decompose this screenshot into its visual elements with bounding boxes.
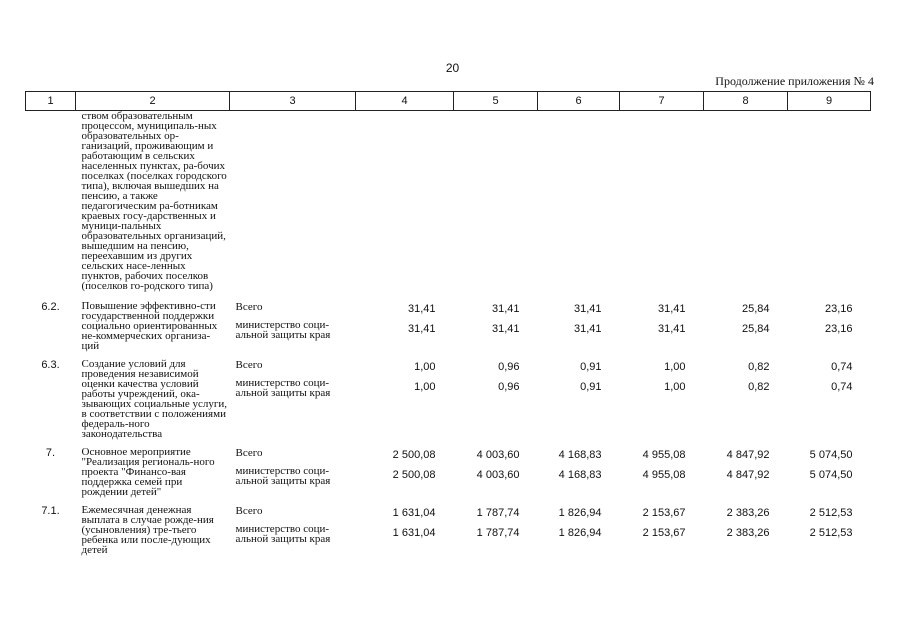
- value-cell: 1 631,04 1 631,04: [392, 507, 436, 539]
- value-cell: 0,96 0,96: [498, 361, 520, 393]
- funding-source: [230, 503, 356, 561]
- value-cell: 2 500,08 2 500,08: [392, 449, 436, 481]
- row-number: 7.: [45, 447, 56, 459]
- header-cell: 8: [704, 92, 788, 111]
- value-cell: 25,84 25,84: [741, 303, 770, 335]
- continuation-label: Продолжение приложения № 4: [715, 74, 874, 88]
- value-cell: 23,16 23,16: [824, 303, 853, 335]
- value-cell: 2 383,26 2 383,26: [726, 507, 770, 539]
- funding-source: [230, 299, 356, 357]
- header-cell: 1: [26, 92, 76, 111]
- row-name: Повышение эффективно-сти государственной поддержки социально ориентированных не-коммерческих организа-ций: [81, 300, 218, 352]
- header-row: [26, 92, 871, 111]
- header-cell: 4: [356, 92, 454, 111]
- header-cell: 5: [454, 92, 538, 111]
- continued-text: ством образовательным процессом, муниципаль-ных образовательных ор-ганизаций, проживающим и работающим в сельских населенных пунктах, ра-бочих поселках (поселках городского типа), включая вышедших на пенсию, а также педагогическим ра-ботникам краевых госу-дарственных и муници-пальных образовательных организаций, вышедшим на пенсию, переехавшим из других сельских насе-ленных пунктов, рабочих поселков (поселков го-родского типа): [81, 110, 227, 292]
- row-number: 7.1.: [41, 505, 60, 517]
- source-ministry: министерство соци-альной защиты края: [235, 319, 331, 341]
- header-cell: 9: [788, 92, 871, 111]
- page-number: 20: [445, 61, 460, 75]
- header-cell: 2: [76, 92, 230, 111]
- table-row: [26, 357, 871, 445]
- value-cell: 1,00 1,00: [664, 361, 686, 393]
- table-row: [26, 503, 871, 561]
- funding-source: [230, 445, 356, 503]
- header-cell: 7: [620, 92, 704, 111]
- table-row: [26, 111, 871, 300]
- row-number: 6.3.: [41, 359, 60, 371]
- value-cell: 31,41 31,41: [573, 303, 602, 335]
- source-total: Всего: [235, 505, 263, 517]
- value-cell: 1 826,94 1 826,94: [558, 507, 602, 539]
- row-name: Основное мероприятие "Реализация региональ-ного проекта "Финансо-вая поддержка семей при рождении детей": [81, 446, 215, 498]
- value-cell: 2 512,53 2 512,53: [809, 507, 853, 539]
- value-cell: 0,91 0,91: [580, 361, 602, 393]
- value-cell: 2 153,67 2 153,67: [642, 507, 686, 539]
- value-cell: 31,41 31,41: [491, 303, 520, 335]
- value-cell: 0,82 0,82: [748, 361, 770, 393]
- funding-source: [230, 357, 356, 445]
- value-cell: 4 847,92 4 847,92: [726, 449, 770, 481]
- value-cell: 31,41 31,41: [657, 303, 686, 335]
- row-number: 6.2.: [41, 301, 60, 313]
- source-total: Всего: [235, 301, 263, 313]
- value-cell: 5 074,50 5 074,50: [809, 449, 853, 481]
- table-row: [26, 299, 871, 357]
- table-row: [26, 445, 871, 503]
- value-cell: 1 787,74 1 787,74: [476, 507, 520, 539]
- row-name: Ежемесячная денежная выплата в случае рожде-ния (усыновления) тре-тьего ребенка или после-дующих детей: [81, 504, 214, 556]
- source-total: Всего: [235, 359, 263, 371]
- source-ministry: министерство соци-альной защиты края: [235, 523, 331, 545]
- budget-table: [25, 91, 871, 561]
- value-cell: 4 955,08 4 955,08: [642, 449, 686, 481]
- row-name: Создание условий для проведения независимой оценки качества условий работы учреждений, ока-зывающих социальные услуги, в соответствии с положениями федераль-ного законодательства: [81, 358, 228, 440]
- value-cell: 4 168,83 4 168,83: [558, 449, 602, 481]
- value-cell: 0,74 0,74: [831, 361, 853, 393]
- value-cell: 31,41 31,41: [407, 303, 436, 335]
- header-cell: 3: [230, 92, 356, 111]
- value-cell: 1,00 1,00: [414, 361, 436, 393]
- value-cell: 4 003,60 4 003,60: [476, 449, 520, 481]
- source-ministry: министерство соци-альной защиты края: [235, 377, 331, 399]
- header-cell: 6: [538, 92, 620, 111]
- source-total: Всего: [235, 447, 263, 459]
- source-ministry: министерство соци-альной защиты края: [235, 465, 331, 487]
